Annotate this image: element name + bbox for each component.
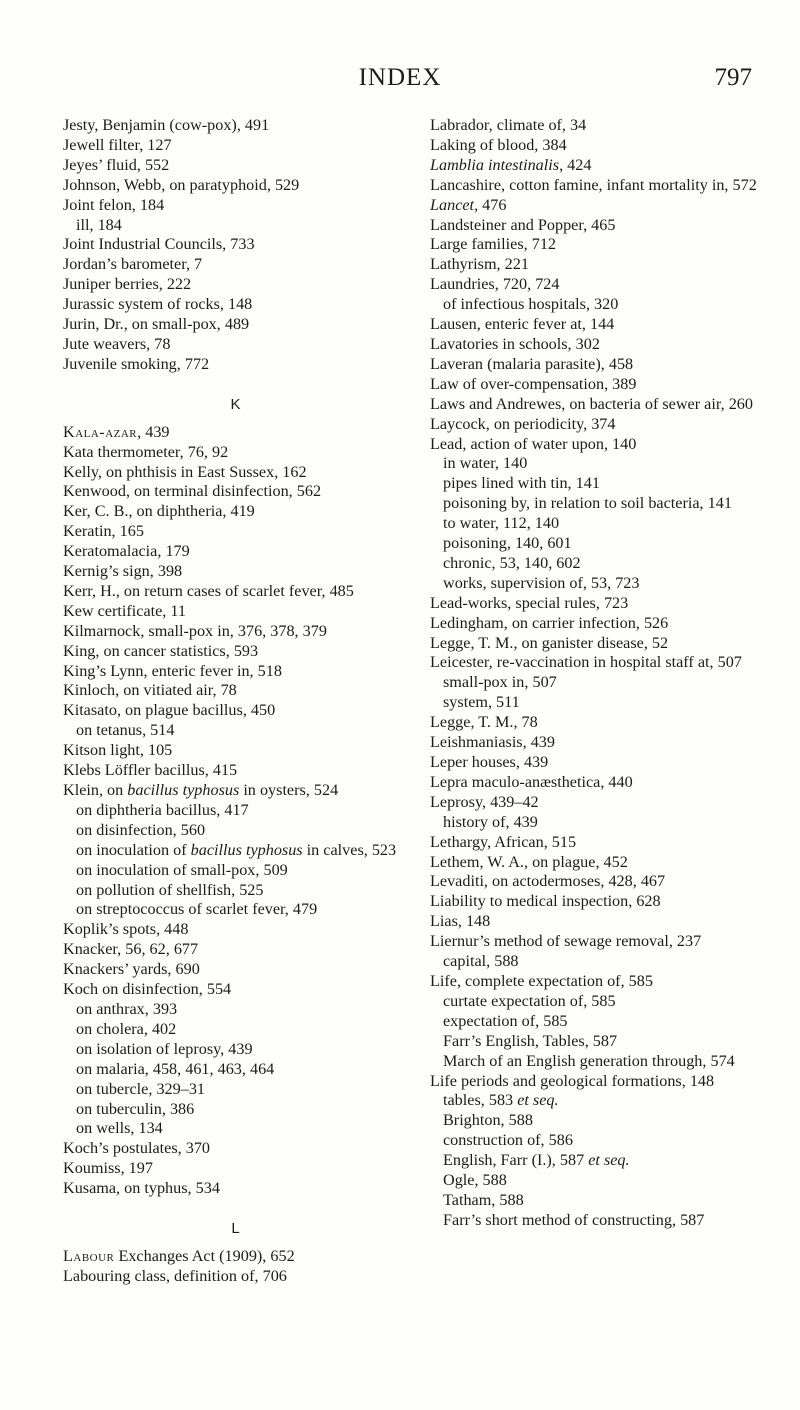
index-subentry: works, supervision of, 53, 723 xyxy=(443,573,640,592)
index-term: Labour xyxy=(63,1246,115,1265)
index-italic-term: bacillus typhosus xyxy=(127,781,240,799)
index-entry: Lethargy, African, 515 xyxy=(430,832,577,851)
index-entry: Jurassic system of rocks, 148 xyxy=(63,295,253,314)
index-entry: Kusama, on typhus, 534 xyxy=(63,1179,220,1198)
index-italic-term: Lancet xyxy=(430,195,475,214)
index-entry: Lethem, W. A., on plague, 452 xyxy=(430,852,628,871)
index-entry: Kelly, on phthisis in East Sussex, 162 xyxy=(63,462,307,481)
page-title: INDEX xyxy=(358,64,442,91)
index-entry xyxy=(63,423,408,443)
index-entry: Joint Industrial Councils, 733 xyxy=(63,235,255,254)
index-entry: Jordan’s barometer, 7 xyxy=(63,255,203,274)
index-entry: Large families, 712 xyxy=(430,235,557,254)
index-entry: Klebs Löffler bacillus, 415 xyxy=(63,761,238,780)
index-subentry: on wells, 134 xyxy=(76,1119,163,1138)
index-subentry: on diphtheria bacillus, 417 xyxy=(76,800,249,819)
index-subentry: on pollution of shellfish, 525 xyxy=(76,880,264,899)
index-entry: Kata thermometer, 76, 92 xyxy=(63,442,229,461)
index-entry: Kitson light, 105 xyxy=(63,741,173,760)
index-subentry: on malaria, 458, 461, 463, 464 xyxy=(76,1059,275,1078)
index-entry: Lias, 148 xyxy=(430,912,491,931)
index-subentry: capital, 588 xyxy=(443,952,519,971)
index-entry: Lancashire, cotton famine, infant mortality in, 572 xyxy=(430,175,757,194)
index-entry: Kerr, H., on return cases of scarlet fever, 485 xyxy=(63,581,354,600)
index-subentry: in water, 140 xyxy=(443,454,528,473)
index-entry: Koch’s postulates, 370 xyxy=(63,1139,211,1158)
index-entry: King, on cancer statistics, 593 xyxy=(63,641,259,660)
index-entry: King’s Lynn, enteric fever in, 518 xyxy=(63,661,282,680)
index-italic-term: bacillus typhosus xyxy=(190,840,303,859)
index-entry: Levaditi, on actodermoses, 428, 467 xyxy=(430,872,666,891)
index-entry: Lead-works, special rules, 723 xyxy=(430,593,629,612)
index-subentry xyxy=(430,1151,760,1171)
index-subentry: on tetanus, 514 xyxy=(76,721,175,740)
index-entry: Kitasato, on plague bacillus, 450 xyxy=(63,701,276,720)
index-subentry: on tuberculin, 386 xyxy=(76,1099,195,1118)
index-entry: Labrador, climate of, 34 xyxy=(430,116,587,134)
index-entry: Koplik’s spots, 448 xyxy=(63,920,189,939)
index-entry: Kilmarnock, small-pox in, 376, 378, 379 xyxy=(63,621,327,640)
index-entry: Labouring class, definition of, 706 xyxy=(63,1266,287,1285)
index-entry: Koch on disinfection, 554 xyxy=(63,980,232,999)
index-entry: Leper houses, 439 xyxy=(430,753,549,771)
index-italic-term: et seq. xyxy=(517,1091,559,1110)
index-subentry: poisoning, 140, 601 xyxy=(443,534,572,553)
index-entry: Keratomalacia, 179 xyxy=(63,542,190,561)
index-subentry: construction of, 586 xyxy=(443,1131,573,1150)
index-entry: Legge, T. M., on ganister disease, 52 xyxy=(430,633,669,652)
index-entry: Lepra maculo-anæsthetica, 440 xyxy=(430,772,633,791)
page-number: 797 xyxy=(714,64,752,91)
index-subentry: on inoculation of small-pox, 509 xyxy=(76,860,288,879)
page-header xyxy=(0,64,800,94)
index-subentry: pipes lined with tin, 141 xyxy=(443,474,600,493)
index-entry: Lathyrism, 221 xyxy=(430,255,529,274)
index-entry: Jurin, Dr., on small-pox, 489 xyxy=(63,315,250,334)
index-text: , 476 xyxy=(474,195,507,214)
index-pages: , 439 xyxy=(137,422,170,441)
index-subentry xyxy=(63,841,408,861)
index-entry: Juniper berries, 222 xyxy=(63,275,192,294)
index-subentry: expectation of, 585 xyxy=(443,1011,568,1030)
index-entry: Kew certificate, 11 xyxy=(63,601,186,620)
index-subentry: small-pox in, 507 xyxy=(443,673,557,692)
index-subentry: curtate expectation of, 585 xyxy=(443,991,616,1010)
index-entry: Koumiss, 197 xyxy=(63,1159,153,1178)
index-text: in oysters, 524 xyxy=(239,781,339,799)
index-section-k xyxy=(63,423,408,1199)
index-entry: Laws and Andrewes, on bacteria of sewer air, 260 xyxy=(430,394,753,413)
index-text: English, Farr (I.), 587 xyxy=(443,1151,589,1170)
index-section-j xyxy=(63,116,408,375)
index-text: tables, 583 xyxy=(443,1091,518,1110)
index-subentry: history of, 439 xyxy=(443,812,538,831)
index-entry: Jesty, Benjamin (cow-pox), 491 xyxy=(63,116,270,134)
index-entry: Joint felon, 184 xyxy=(63,195,165,214)
index-text: , 424 xyxy=(559,155,592,174)
index-entry: Laveran (malaria parasite), 458 xyxy=(430,354,634,373)
index-entry: Liernur’s method of sewage removal, 237 xyxy=(430,932,702,951)
index-subentry: to water, 112, 140 xyxy=(443,514,560,533)
index-entry: Lead, action of water upon, 140 xyxy=(430,434,637,453)
index-column-left xyxy=(63,116,408,1287)
index-entry: Jewell filter, 127 xyxy=(63,135,172,154)
index-entry: Johnson, Webb, on paratyphoid, 529 xyxy=(63,175,300,194)
index-entry: Life periods and geological formations, 148 xyxy=(430,1071,715,1090)
index-text: Klein, on xyxy=(63,781,128,799)
index-entry: Leishmaniasis, 439 xyxy=(430,733,555,752)
index-entry: Jute weavers, 78 xyxy=(63,334,171,353)
index-entry: Life, complete expectation of, 585 xyxy=(430,971,653,990)
index-subentry: chronic, 53, 140, 602 xyxy=(443,553,581,572)
section-letter-l: L xyxy=(231,1220,240,1238)
index-entry: Juvenile smoking, 772 xyxy=(63,354,210,373)
index-column-right xyxy=(430,116,760,1231)
index-entry: Knacker, 56, 62, 677 xyxy=(63,940,199,959)
index-text: in calves, 523 xyxy=(302,840,397,859)
index-entry: Law of over-compensation, 389 xyxy=(430,374,637,393)
index-entry: Liability to medical inspection, 628 xyxy=(430,892,661,911)
index-subentry xyxy=(430,1091,760,1111)
index-entry: Knackers’ yards, 690 xyxy=(63,960,200,979)
index-subentry: Farr’s short method of constructing, 587 xyxy=(443,1210,705,1229)
index-italic-term: Lamblia intestinalis xyxy=(430,155,560,174)
index-subentry: on cholera, 402 xyxy=(76,1019,177,1038)
index-entry: Kinloch, on vitiated air, 78 xyxy=(63,681,237,700)
index-subentry: Tatham, 588 xyxy=(443,1190,524,1209)
section-letter-k: K xyxy=(230,395,241,413)
index-entry: Leicester, re-vaccination in hospital staff at, 507 xyxy=(430,653,742,672)
index-entry xyxy=(430,156,760,176)
index-subentry: system, 511 xyxy=(443,693,520,712)
index-entry xyxy=(430,196,760,216)
index-subentry: on disinfection, 560 xyxy=(76,820,206,839)
index-subentry: on anthrax, 393 xyxy=(76,999,178,1018)
index-term: Kala-azar xyxy=(63,422,138,441)
index-subentry: Brighton, 588 xyxy=(443,1111,533,1130)
index-entry xyxy=(63,781,408,801)
index-subentry: March of an English generation through, 574 xyxy=(443,1051,735,1070)
index-text: Exchanges Act (1909), 652 xyxy=(114,1246,295,1265)
index-subentry: Farr’s English, Tables, 587 xyxy=(443,1031,618,1050)
index-subentry: on isolation of leprosy, 439 xyxy=(76,1039,253,1058)
index-entry: Kernig’s sign, 398 xyxy=(63,562,183,581)
index-subentry: Ogle, 588 xyxy=(443,1171,507,1190)
index-entry: Lavatories in schools, 302 xyxy=(430,334,600,353)
index-entry xyxy=(63,1247,408,1267)
index-entry: Jeyes’ fluid, 552 xyxy=(63,155,170,174)
index-subentry: of infectious hospitals, 320 xyxy=(443,295,619,314)
index-entry: Ledingham, on carrier infection, 526 xyxy=(430,613,669,632)
index-entry: Lausen, enteric fever at, 144 xyxy=(430,315,615,334)
index-entry: Leprosy, 439–42 xyxy=(430,792,539,811)
index-entry: Ker, C. B., on diphtheria, 419 xyxy=(63,502,255,521)
index-entry: Kenwood, on terminal disinfection, 562 xyxy=(63,482,322,501)
index-entry: Laking of blood, 384 xyxy=(430,135,567,154)
index-entry: Laycock, on periodicity, 374 xyxy=(430,414,616,433)
index-entry: Keratin, 165 xyxy=(63,522,144,541)
index-subentry: on tubercle, 329–31 xyxy=(76,1079,206,1098)
index-subentry: poisoning by, in relation to soil bacteria, 141 xyxy=(443,494,732,513)
index-subentry: on streptococcus of scarlet fever, 479 xyxy=(76,900,318,919)
index-entry: Laundries, 720, 724 xyxy=(430,275,560,294)
index-text: on inoculation of xyxy=(76,840,191,859)
index-section-l-start xyxy=(63,1247,408,1287)
index-entry: Landsteiner and Popper, 465 xyxy=(430,215,616,234)
index-italic-term: et seq. xyxy=(588,1151,630,1170)
index-entry: Legge, T. M., 78 xyxy=(430,713,538,732)
index-subentry: ill, 184 xyxy=(76,215,122,234)
